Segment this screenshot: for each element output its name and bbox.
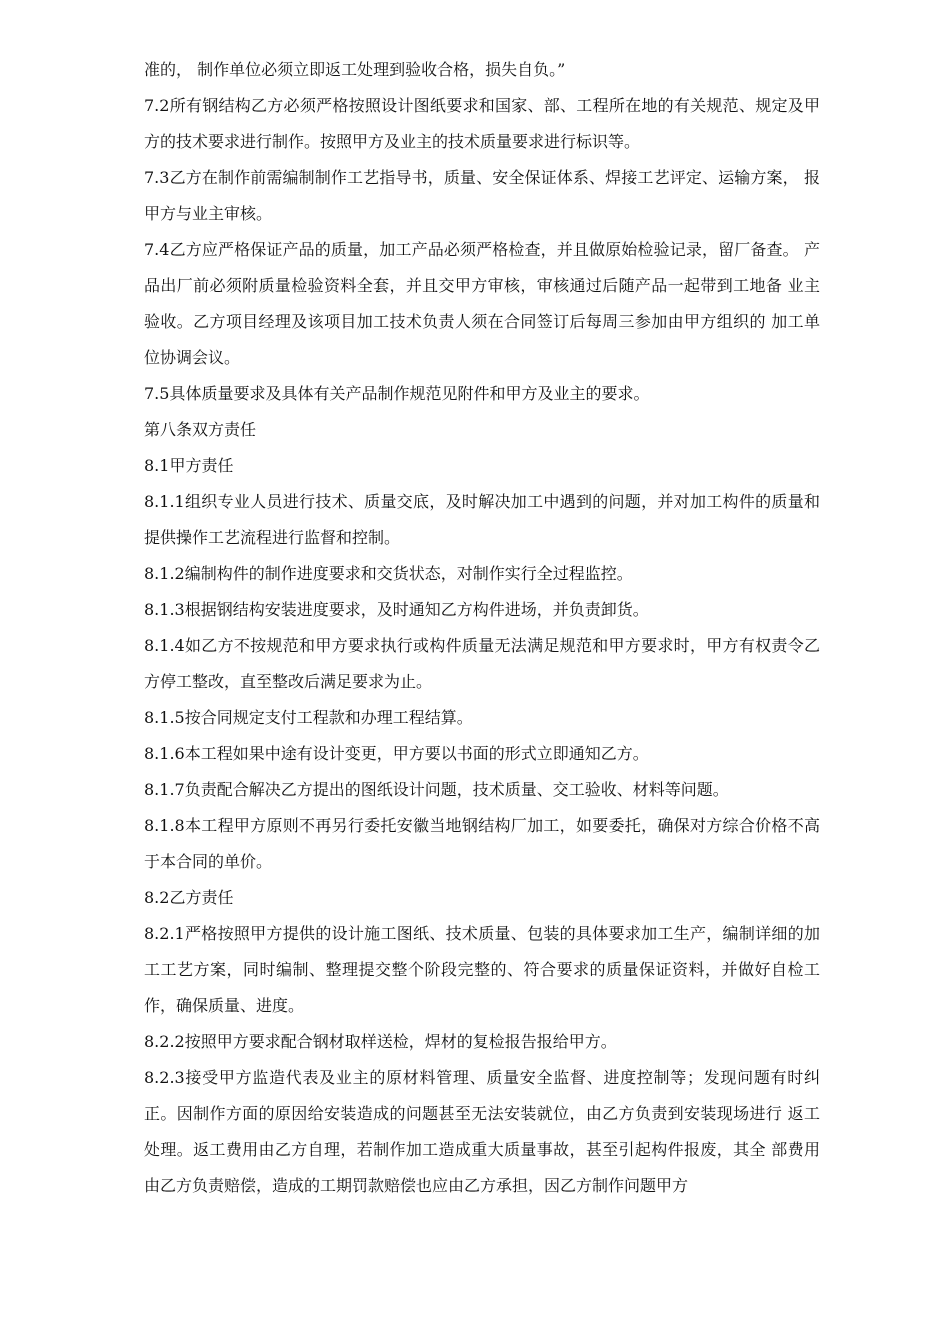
paragraph-7-4: 7.4乙方应严格保证产品的质量，加工产品必须严格检查，并且做原始检验记录，留厂备查。 产品出厂前必须附质量检验资料全套，并且交甲方审核，审核通过后随产品一起带到工地备 业主验收。乙方项目经理及该项目加工技术负责人须在合同签订后每周三参加由甲方组织的 加工单位协调会议。 [144, 240, 820, 367]
paragraph-8-1-4: 8.1.4如乙方不按规范和甲方要求执行或构件质量无法满足规范和甲方要求时，甲方有权责令乙方停工整改，直至整改后满足要求为止。 [144, 636, 820, 691]
section-heading-article-8: 第八条双方责任 [144, 420, 257, 439]
document-body [144, 52, 820, 1204]
paragraph-8-1-5: 8.1.5按合同规定支付工程款和办理工程结算。 [144, 708, 473, 727]
paragraph-0: 准的， 制作单位必须立即返工处理到验收合格，损失自负。” [144, 60, 566, 79]
paragraph-7-2: 7.2所有钢结构乙方必须严格按照设计图纸要求和国家、部、工程所在地的有关规范、规定及甲方的技术要求进行制作。按照甲方及业主的技术质量要求进行标识等。 [144, 96, 820, 151]
subsection-heading-8-1: 8.1甲方责任 [144, 456, 234, 475]
paragraph-8-1-8: 8.1.8本工程甲方原则不再另行委托安徽当地钢结构厂加工，如要委托，确保对方综合价格不高于本合同的单价。 [144, 816, 820, 871]
paragraph-8-1-7: 8.1.7负责配合解决乙方提出的图纸设计问题，技术质量、交工验收、材料等问题。 [144, 780, 729, 799]
paragraph-8-2-3: 8.2.3接受甲方监造代表及业主的原材料管理、质量安全监督、进度控制等；发现问题有时纠正。因制作方面的原因给安装造成的问题甚至无法安装就位，由乙方负责到安装现场进行 返工处理。返工费用由乙方自理，若制作加工造成重大质量事故，甚至引起构件报废，其全 部费用由乙方负责赔偿，造成的工期罚款赔偿也应由乙方承担，因乙方制作问题甲方 [144, 1068, 820, 1195]
paragraph-8-1-2: 8.1.2编制构件的制作进度要求和交货状态，对制作实行全过程监控。 [144, 564, 633, 583]
paragraph-8-1-1: 8.1.1组织专业人员进行技术、质量交底，及时解决加工中遇到的问题，并对加工构件的质量和提供操作工艺流程进行监督和控制。 [144, 492, 820, 547]
paragraph-8-1-3: 8.1.3根据钢结构安装进度要求，及时通知乙方构件进场，并负责卸货。 [144, 600, 649, 619]
paragraph-7-5: 7.5具体质量要求及具体有关产品制作规范见附件和甲方及业主的要求。 [144, 384, 650, 403]
paragraph-8-2-2: 8.2.2按照甲方要求配合钢材取样送检，焊材的复检报告报给甲方。 [144, 1032, 617, 1051]
paragraph-7-3: 7.3乙方在制作前需编制制作工艺指导书，质量、安全保证体系、焊接工艺评定、运输方案， 报甲方与业主审核。 [144, 168, 820, 223]
paragraph-8-1-6: 8.1.6本工程如果中途有设计变更，甲方要以书面的形式立即通知乙方。 [144, 744, 649, 763]
subsection-heading-8-2: 8.2乙方责任 [144, 888, 234, 907]
paragraph-8-2-1: 8.2.1严格按照甲方提供的设计施工图纸、技术质量、包装的具体要求加工生产，编制详细的加工工艺方案，同时编制、整理提交整个阶段完整的、符合要求的质量保证资料，并做好自检工作，确保质量、进度。 [144, 924, 820, 1015]
